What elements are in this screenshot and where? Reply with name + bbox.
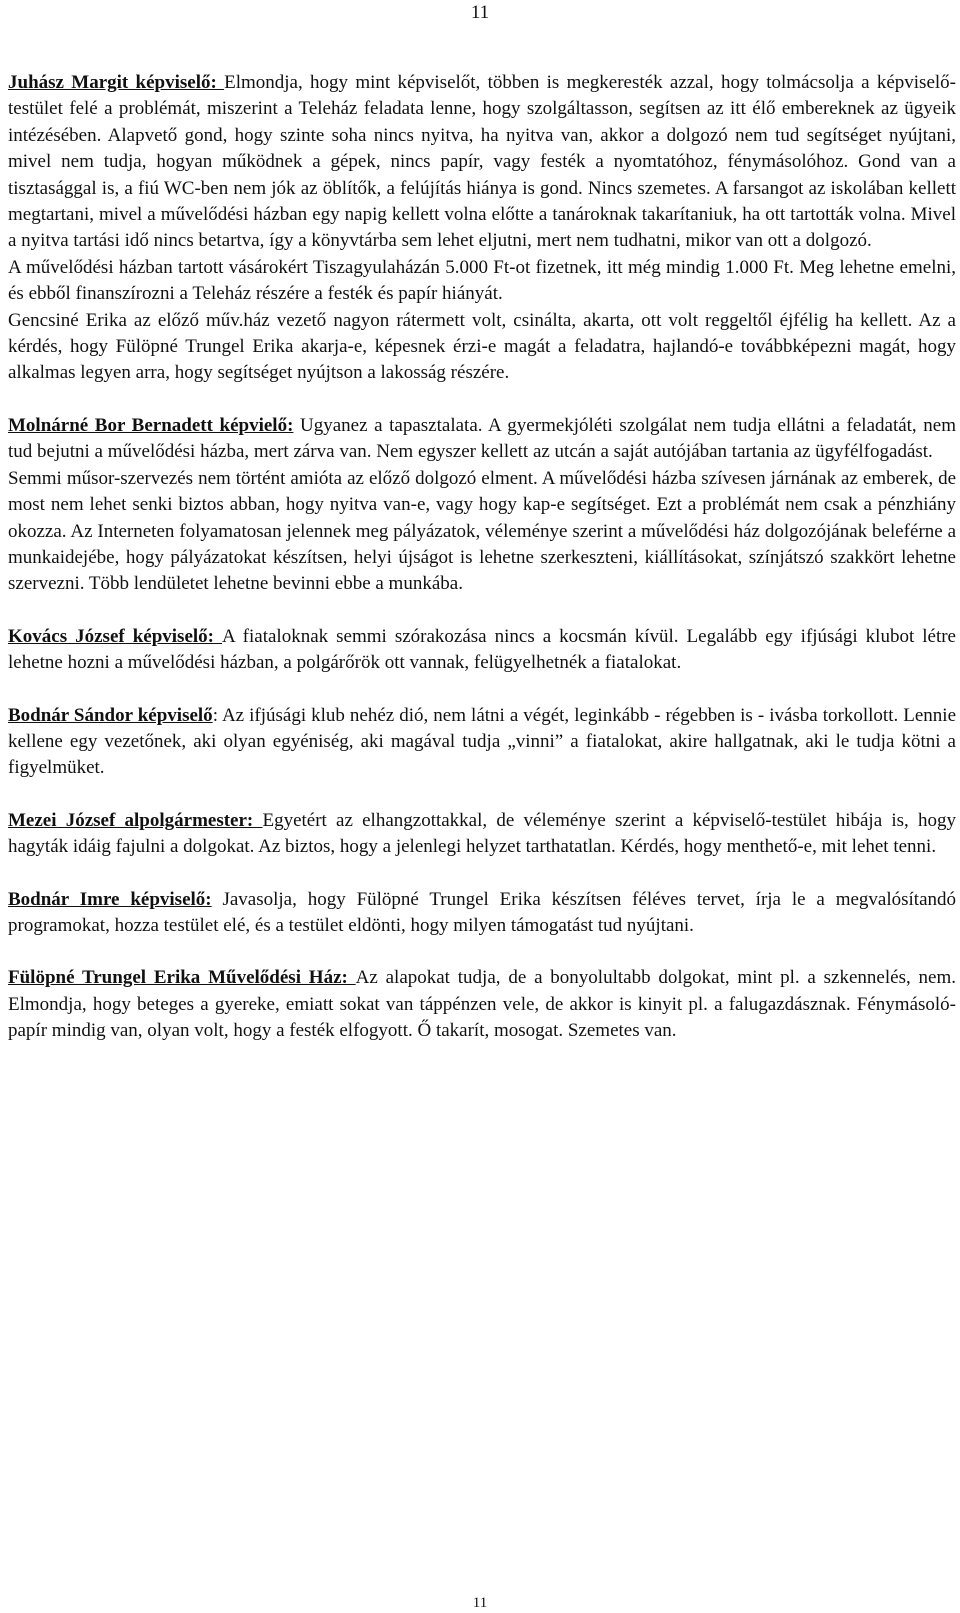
page-number-bottom: 11 xyxy=(472,1595,488,1611)
minutes-body xyxy=(8,70,956,1045)
statement-molnarne-bor-bernadett xyxy=(8,413,956,466)
statement-bodnar-sandor xyxy=(8,703,956,782)
paragraph-spacer xyxy=(8,598,956,624)
statement-paragraph: Semmi műsor-szervezés nem történt amióta az előző dolgozó elment. A művelődési házba szívesen járnának az emberek, de most nem lehet senki biztos abban, hogy nyitva van-e, vagy hogy kap-e segítséget. Ezt a problémát nem csak a pénzhiány okozza. Az Interneten folyamatosan jelennek meg pályázatok, véleménye szerint a művelődési ház dolgozójának beleférne a munkaidejébe, hogy pályázatokat készítsen, helyi újságot is lehetne szerkeszteni, kiállításokat, színjátszó szakkört lehetne szervezni. Több lendületet lehetne bevinni ebbe a munkába. xyxy=(8,467,956,595)
statement-text: Elmondja, hogy mint képviselőt, többen is megkeresték azzal, hogy tolmácsolja a képviselő-testület felé a problémát, miszerint a Teleház feladata lenne, hogy szolgáltasson, segítsen az itt élő embereknek az ügyeik intézésében. Alapvető gond, hogy szinte soha nincs nyitva, ha nyitva van, akkor a dolgozó nem tud segítséget nyújtani, mivel nem tudja, hogyan működnek a gépek, nincs papír, vagy festék a nyomtatóhoz, fénymásolóhoz. Gond van a tisztasággal is, a fiú WC-ben nem jók az öblítők, a felújítás hiánya is gond. Nincs szemetes. A farsangot az iskolában kellett megtartani, mivel a művelődési házban egy napig kellett volna előtte a tanároknak takarítaniuk, ha ott tartották volna. Mivel a nyitva tartási idő nincs betartva, így a könyvtárba sem lehet eljutni, mert nem tudhatni, mikor van ott a dolgozó. xyxy=(8,72,956,252)
statement-mezei-jozsef xyxy=(8,808,956,861)
speaker-name: Bodnár Imre képviselő: xyxy=(8,888,212,910)
statement-paragraph: Gencsiné Erika az előző műv.ház vezető nagyon rátermett volt, csinálta, akarta, ott volt reggeltől éjfélig ha kellett. Az a kérdés, hogy Fülöpné Trungel Erika akarja-e, képesnek érzi-e magát a feladatra, hajlandó-e továbbképezni magát, hogy alkalmas legyen arra, hogy segítséget nyújtson a lakosság részére. xyxy=(8,309,956,384)
speaker-name: Fülöpné Trungel Erika Művelődési Ház: xyxy=(8,967,356,989)
statement-paragraph: A művelődési házban tartott vásárokért Tiszagyulaházán 5.000 Ft-ot fizetnek, itt még mindig 1.000 Ft. Meg lehetne emelni, és ebből finanszírozni a Teleház részére a festék és papír hiányát. xyxy=(8,256,956,305)
paragraph-spacer xyxy=(8,939,956,965)
statement-text: Az alapokat tudja, de a bonyolultabb dolgokat, mint pl. a szkennelés, nem. Elmondja, hogy beteges a gyereke, emiatt sokat van táppénzen vele, de akkor is kinyit pl. a falugazdásznak. Fénymásoló-papír mindig van, olyan volt, hogy a festék elfogyott. Ő takarít, mosogat. Szemetes van. xyxy=(8,967,956,1042)
page-number-top: 11 xyxy=(470,2,490,23)
paragraph-spacer xyxy=(8,782,956,808)
statement-fulopne-trungel-erika xyxy=(8,965,956,1044)
statement-text: Egyetért az elhangzottakkal, de véleménye szerint a képviselő-testület hibája is, hogy hagyták idáig fajulni a dolgokat. Az biztos, hogy a jelenlegi helyzet tarthatatlan. Kérdés, hogy menthető-e, mit lehet tenni. xyxy=(8,809,956,858)
speaker-name: Kovács József képviselő: xyxy=(8,625,222,647)
paragraph-spacer xyxy=(8,387,956,413)
statement-juhasz-margit xyxy=(8,70,956,255)
statement-text: : Az ifjúsági klub nehéz dió, nem látni a végét, leginkább - régebben is - ivásba torkollott. Lennie kellene egy vezetőnek, aki olyan egyéniség, aki magával tudja „vinni” a fiatalokat, akire hallgatnak, aki le tudja kötni a figyelmüket. xyxy=(8,704,956,779)
statement-bodnar-imre xyxy=(8,887,956,940)
speaker-name: Molnárné Bor Bernadett képvielő: xyxy=(8,414,294,436)
speaker-name: Juhász Margit képviselő: xyxy=(8,72,225,93)
speaker-name: Bodnár Sándor képviselő xyxy=(8,704,213,726)
statement-text: Ugyanez a tapasztalata. A gyermekjóléti szolgálat nem tudja ellátni a feladatát, nem tud bejutni a művelődési házba, mert zárva van. Nem egyszer kellett az utcán a saját autójában tartania az ügyfélfogadást. xyxy=(8,414,956,463)
statement-kovacs-jozsef xyxy=(8,624,956,677)
statement-text: A fiataloknak semmi szórakozása nincs a kocsmán kívül. Legalább egy ifjúsági klubot létre lehetne hozni a művelődési házban, a polgárőrök ott vannak, felügyelhetnék a fiatalokat. xyxy=(8,625,956,674)
speaker-name: Mezei József alpolgármester: xyxy=(8,809,263,831)
statement-text: Javasolja, hogy Fülöpné Trungel Erika készítsen féléves tervet, írja le a megvalósítandó programokat, hozza testület elé, és a testület eldönti, hogy milyen támogatást tud nyújtani. xyxy=(8,888,956,936)
paragraph-spacer xyxy=(8,677,956,703)
paragraph-spacer xyxy=(8,861,956,887)
